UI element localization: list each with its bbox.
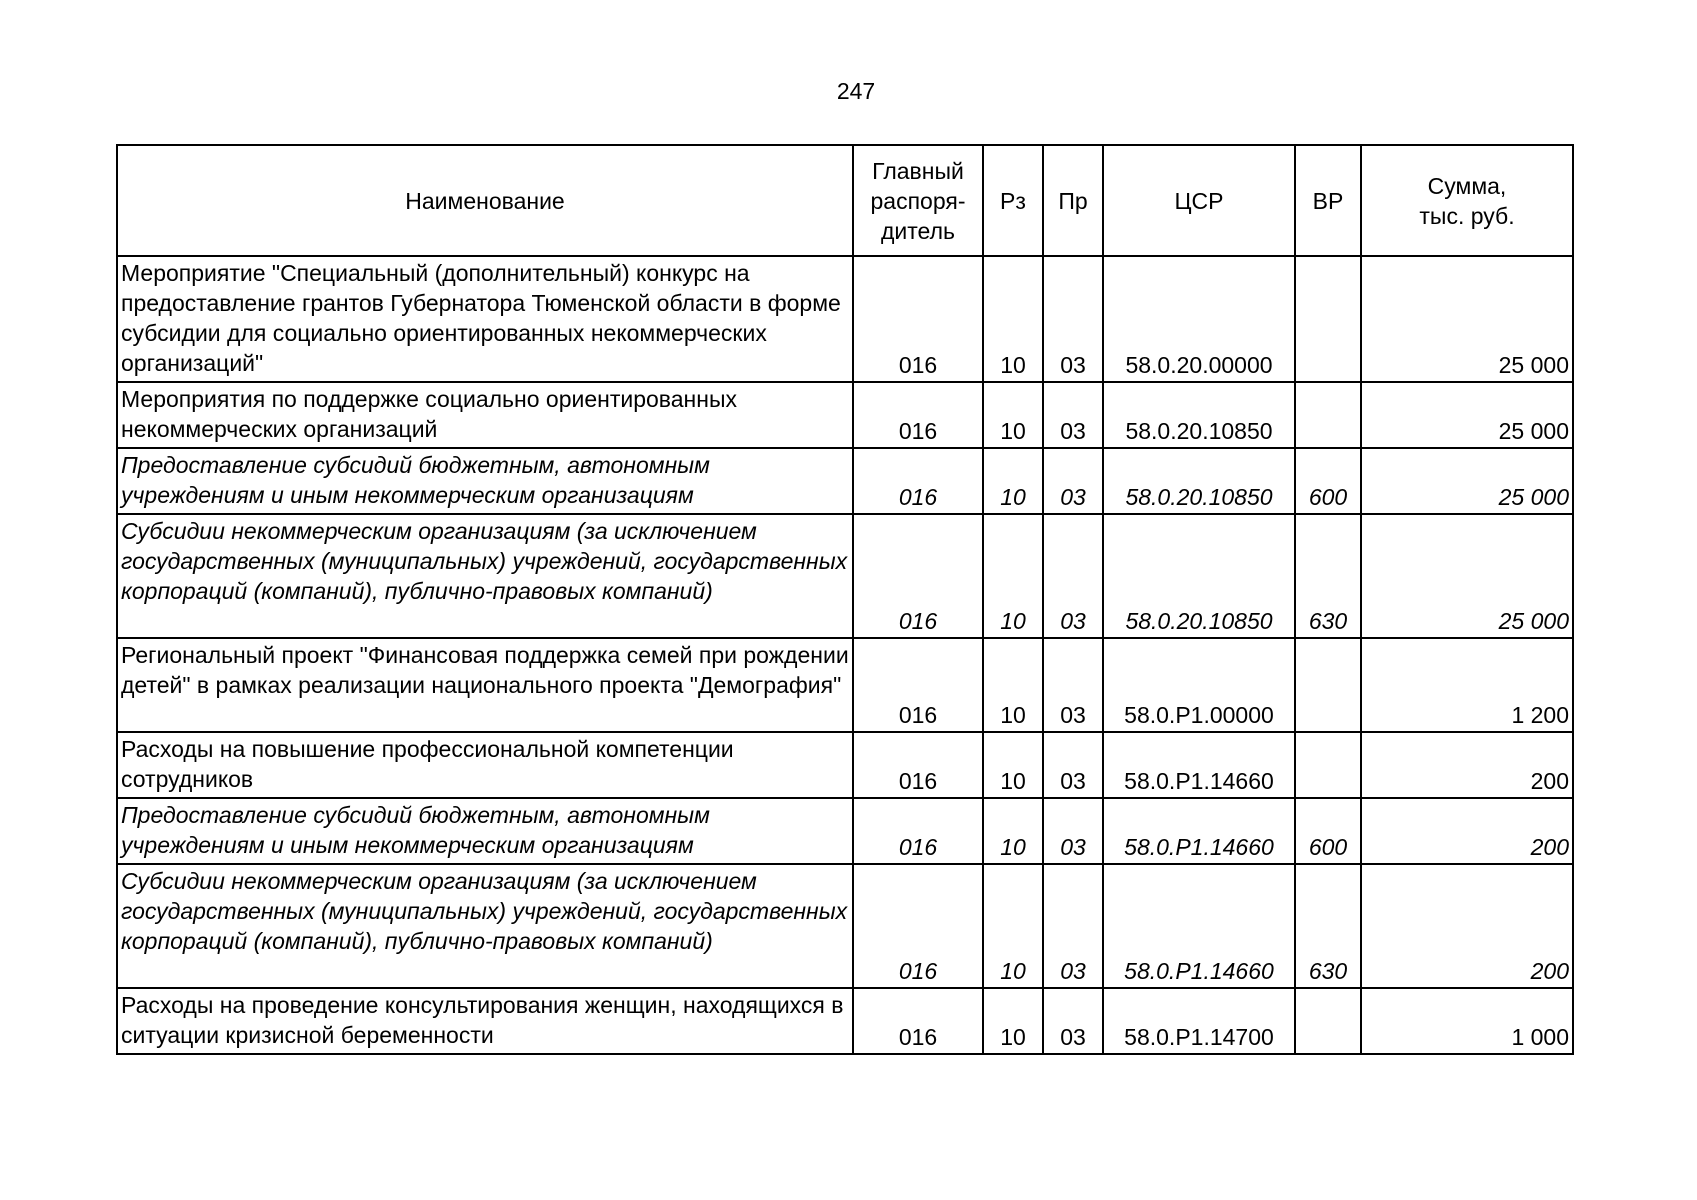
row-pr: 03 (1043, 448, 1103, 514)
row-csr: 58.0.20.00000 (1103, 256, 1295, 382)
row-sum: 25 000 (1361, 514, 1573, 638)
row-vr: 630 (1295, 864, 1361, 988)
row-manager: 016 (853, 988, 983, 1054)
row-pr: 03 (1043, 864, 1103, 988)
budget-table (116, 144, 1574, 1055)
row-sum: 200 (1361, 732, 1573, 798)
row-manager: 016 (853, 256, 983, 382)
row-vr (1295, 256, 1361, 382)
row-manager: 016 (853, 514, 983, 638)
row-rz: 10 (983, 798, 1043, 864)
header-vr: ВР (1295, 145, 1361, 256)
row-pr: 03 (1043, 638, 1103, 732)
row-name: Субсидии некоммерческим организациям (за исключением государственных (муниципальных) учреждений, государственных корпораций (компаний), публично-правовых компаний) (117, 864, 853, 988)
page-number: 247 (836, 78, 876, 104)
row-csr: 58.0.P1.00000 (1103, 638, 1295, 732)
row-manager: 016 (853, 864, 983, 988)
row-vr (1295, 638, 1361, 732)
row-manager: 016 (853, 382, 983, 448)
row-name: Субсидии некоммерческим организациям (за исключением государственных (муниципальных) учреждений, государственных корпораций (компаний), публично-правовых компаний) (117, 514, 853, 638)
row-pr: 03 (1043, 256, 1103, 382)
row-csr: 58.0.20.10850 (1103, 382, 1295, 448)
row-vr (1295, 988, 1361, 1054)
row-rz: 10 (983, 988, 1043, 1054)
row-rz: 10 (983, 514, 1043, 638)
header-manager: Главный распоря- дитель (853, 145, 983, 256)
row-pr: 03 (1043, 732, 1103, 798)
row-name: Региональный проект "Финансовая поддержка семей при рождении детей" в рамках реализации национального проекта "Демография" (117, 638, 853, 732)
table-row (117, 514, 1573, 638)
header-rz: Рз (983, 145, 1043, 256)
row-name: Расходы на проведение консультирования женщин, находящихся в ситуации кризисной беременности (117, 988, 853, 1054)
row-name: Расходы на повышение профессиональной компетенции сотрудников (117, 732, 853, 798)
row-name: Предоставление субсидий бюджетным, автономным учреждениям и иным некоммерческим организациям (117, 448, 853, 514)
row-rz: 10 (983, 448, 1043, 514)
row-sum: 200 (1361, 798, 1573, 864)
row-csr: 58.0.P1.14660 (1103, 732, 1295, 798)
row-sum: 25 000 (1361, 256, 1573, 382)
row-rz: 10 (983, 864, 1043, 988)
row-manager: 016 (853, 798, 983, 864)
row-pr: 03 (1043, 514, 1103, 638)
row-pr: 03 (1043, 988, 1103, 1054)
row-sum: 25 000 (1361, 382, 1573, 448)
table-row (117, 256, 1573, 382)
row-manager: 016 (853, 638, 983, 732)
row-name: Мероприятие "Специальный (дополнительный) конкурс на предоставление грантов Губернатора Тюменской области в форме субсидии для социально ориентированных некоммерческих организаций" (117, 256, 853, 382)
row-pr: 03 (1043, 798, 1103, 864)
row-manager: 016 (853, 448, 983, 514)
row-sum: 200 (1361, 864, 1573, 988)
row-csr: 58.0.P1.14660 (1103, 798, 1295, 864)
table-row (117, 732, 1573, 798)
row-sum: 1 000 (1361, 988, 1573, 1054)
row-vr: 630 (1295, 514, 1361, 638)
row-rz: 10 (983, 732, 1043, 798)
row-csr: 58.0.P1.14700 (1103, 988, 1295, 1054)
header-sum: Сумма, тыс. руб. (1361, 145, 1573, 256)
row-name: Предоставление субсидий бюджетным, автономным учреждениям и иным некоммерческим организациям (117, 798, 853, 864)
row-csr: 58.0.20.10850 (1103, 514, 1295, 638)
row-vr: 600 (1295, 798, 1361, 864)
table-row (117, 864, 1573, 988)
row-name: Мероприятия по поддержке социально ориентированных некоммерческих организаций (117, 382, 853, 448)
row-manager: 016 (853, 732, 983, 798)
row-rz: 10 (983, 638, 1043, 732)
row-sum: 25 000 (1361, 448, 1573, 514)
header-name: Наименование (117, 145, 853, 256)
row-vr (1295, 382, 1361, 448)
row-rz: 10 (983, 382, 1043, 448)
row-rz: 10 (983, 256, 1043, 382)
table-row (117, 382, 1573, 448)
row-csr: 58.0.P1.14660 (1103, 864, 1295, 988)
table-header-row (117, 145, 1573, 256)
row-sum: 1 200 (1361, 638, 1573, 732)
row-vr (1295, 732, 1361, 798)
table-row (117, 798, 1573, 864)
table-row (117, 638, 1573, 732)
table-row (117, 988, 1573, 1054)
row-csr: 58.0.20.10850 (1103, 448, 1295, 514)
table-row (117, 448, 1573, 514)
header-pr: Пр (1043, 145, 1103, 256)
row-vr: 600 (1295, 448, 1361, 514)
header-csr: ЦСР (1103, 145, 1295, 256)
row-pr: 03 (1043, 382, 1103, 448)
